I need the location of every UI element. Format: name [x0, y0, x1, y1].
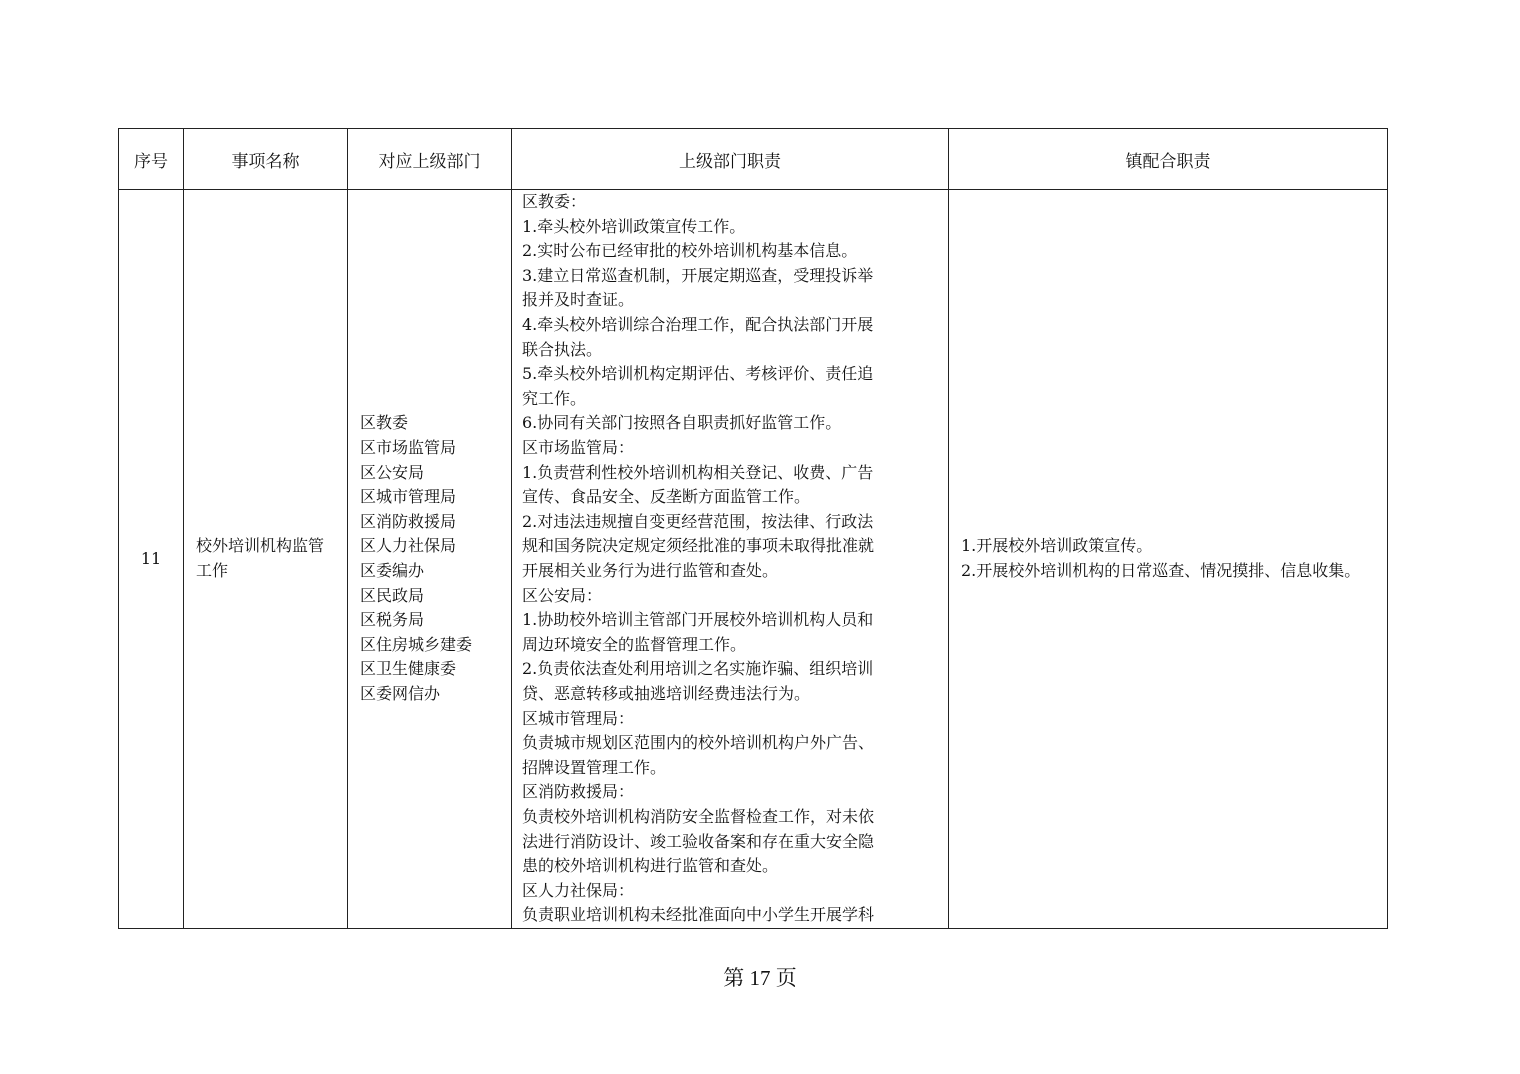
row-item-name: 校外培训机构监管工作 [184, 190, 348, 929]
duty-line: 开展相关业务行为进行监管和查处。 [522, 561, 779, 580]
department-item: 区公安局 [360, 462, 425, 482]
duty-line: 周边环境安全的监督管理工作。 [522, 634, 747, 654]
town-duty-item: 1.开展校外培训政策宣传。 [961, 536, 1153, 556]
department-item: 区委网信办 [360, 683, 441, 703]
duty-line: 负责职业培训机构未经批准面向中小学生开展学科 [522, 905, 875, 925]
page-number: 第 17 页 [723, 966, 797, 990]
duty-line: 区城市管理局： [522, 708, 635, 728]
duty-line: 1.牵头校外培训政策宣传工作。 [522, 216, 746, 236]
department-item: 区教委 [360, 413, 409, 433]
duty-line: 报并及时查证。 [522, 290, 635, 310]
row-department-duties [512, 190, 949, 929]
duty-line: 2.负责依法查处利用培训之名实施诈骗、组织培训 [522, 659, 874, 679]
duty-line: 区消防救援局： [522, 782, 635, 802]
duty-list [522, 190, 940, 928]
duty-line: 6.协同有关部门按照各自职责抓好监管工作。 [522, 413, 842, 433]
duty-line: 1.负责营利性校外培训机构相关登记、收费、广告 [522, 462, 874, 482]
duty-line: 4.牵头校外培训综合治理工作，配合执法部门开展 [522, 315, 874, 335]
department-item: 区消防救援局 [360, 511, 457, 531]
department-item: 区委编办 [360, 561, 425, 580]
row-town-duties [949, 190, 1388, 929]
duty-line: 区市场监管局： [522, 438, 635, 458]
town-duty-list [961, 534, 1377, 583]
table-header-row [119, 129, 1388, 190]
duty-line: 规和国务院决定规定须经批准的事项未取得批准就 [522, 536, 875, 556]
row-departments [348, 190, 512, 929]
duty-line: 3.建立日常巡查机制，开展定期巡查，受理投诉举 [522, 265, 874, 285]
duty-line: 区公安局： [522, 585, 603, 605]
duty-line: 区教委： [522, 192, 587, 212]
duty-line: 负责校外培训机构消防安全监督检查工作，对未依 [522, 806, 875, 826]
town-duty-item: 2.开展校外培训机构的日常巡查、情况摸排、信息收集。 [961, 561, 1361, 580]
duty-line: 2.对违法违规擅自变更经营范围，按法律、行政法 [522, 511, 874, 531]
duty-line: 区人力社保局： [522, 880, 635, 900]
duty-line: 招牌设置管理工作。 [522, 757, 667, 777]
department-item: 区城市管理局 [360, 487, 457, 507]
header-department-duties: 上级部门职责 [512, 129, 949, 190]
duties-table [118, 128, 1388, 929]
row-number: 11 [119, 190, 184, 929]
table-row [119, 190, 1388, 929]
duty-line: 法进行消防设计、竣工验收备案和存在重大安全隐 [522, 831, 875, 851]
duty-line: 宣传、食品安全、反垄断方面监管工作。 [522, 487, 811, 507]
duty-line: 负责城市规划区范围内的校外培训机构户外广告、 [522, 733, 875, 753]
header-item-name: 事项名称 [184, 129, 348, 190]
department-list [360, 411, 503, 706]
duty-line: 2.实时公布已经审批的校外培训机构基本信息。 [522, 241, 858, 261]
header-town-duties: 镇配合职责 [949, 129, 1388, 190]
department-item: 区住房城乡建委 [360, 634, 473, 654]
duty-line: 究工作。 [522, 388, 587, 408]
department-item: 区税务局 [360, 610, 425, 630]
department-item: 区民政局 [360, 585, 425, 605]
header-departments: 对应上级部门 [348, 129, 512, 190]
duty-line: 联合执法。 [522, 339, 603, 359]
department-item: 区卫生健康委 [360, 659, 457, 679]
duty-line: 5.牵头校外培训机构定期评估、考核评价、责任追 [522, 364, 874, 384]
header-number: 序号 [119, 129, 184, 190]
department-item: 区市场监管局 [360, 438, 457, 458]
duty-line: 患的校外培训机构进行监管和查处。 [522, 856, 779, 876]
duty-line: 贷、恶意转移或抽逃培训经费违法行为。 [522, 683, 811, 703]
duty-line: 1.协助校外培训主管部门开展校外培训机构人员和 [522, 610, 874, 630]
department-item: 区人力社保局 [360, 536, 457, 556]
